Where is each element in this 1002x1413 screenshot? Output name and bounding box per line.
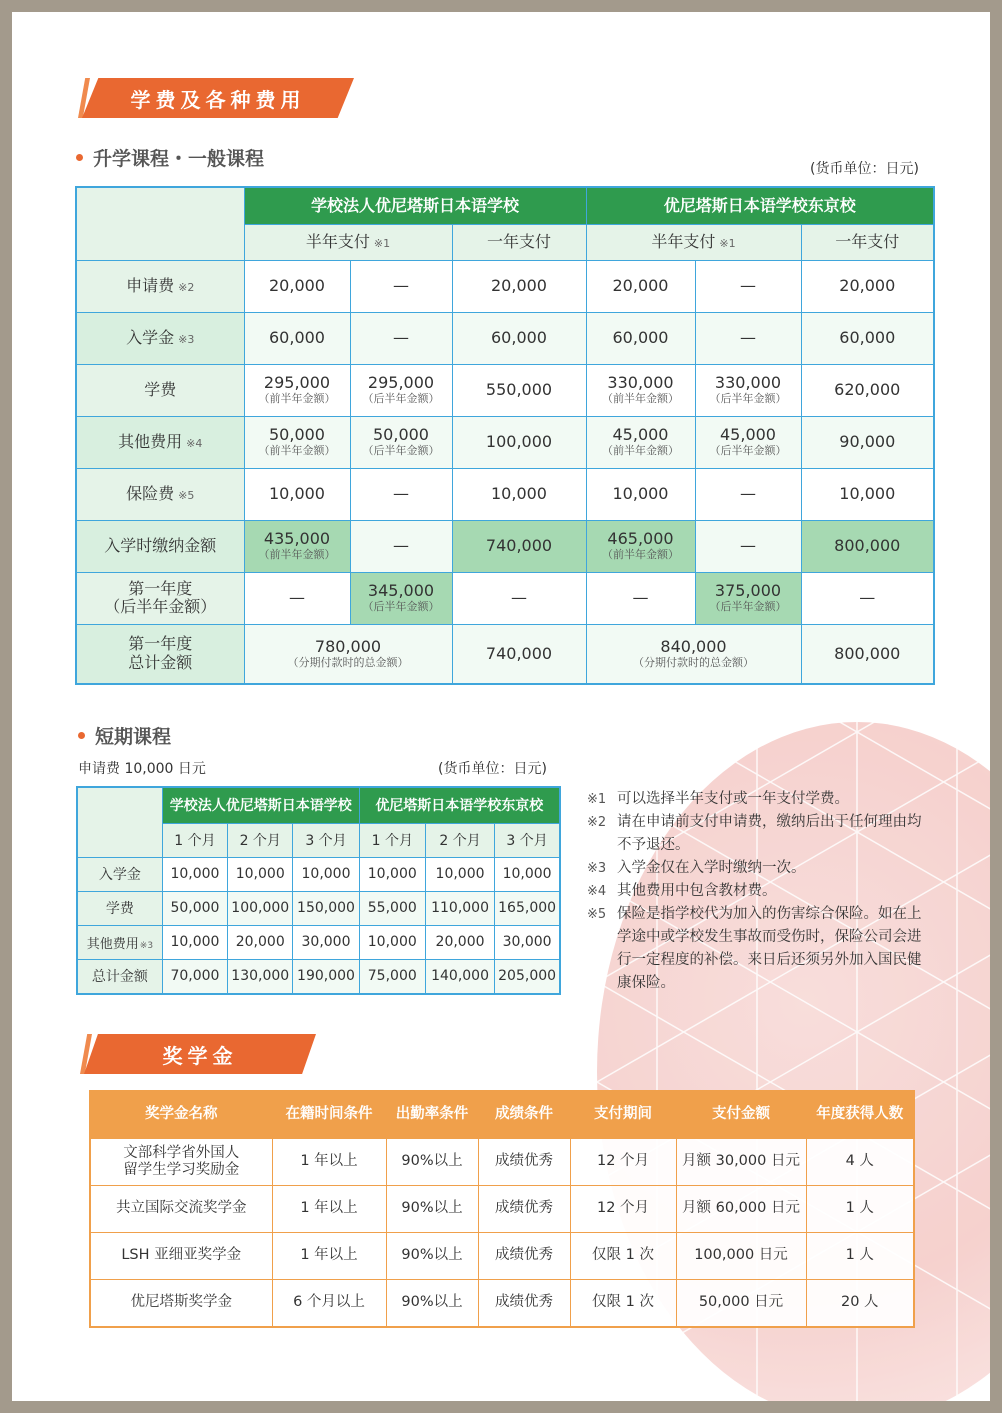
cell: 12 个月	[570, 1139, 676, 1186]
section-title: 奖学金	[162, 1043, 238, 1068]
table-row	[90, 1139, 914, 1186]
cell: 620,000	[801, 364, 934, 416]
column-header: 出勤率条件	[386, 1091, 478, 1139]
currency-unit: (货币单位：日元)	[810, 161, 919, 177]
cell: —	[801, 572, 934, 624]
bullet-dot	[78, 732, 85, 739]
half-pay-header: 半年支付 ※1	[586, 224, 801, 260]
row-label: 第一年度 总计金额	[76, 624, 244, 684]
cell: 60,000	[801, 312, 934, 364]
cell: 20 人	[806, 1280, 914, 1328]
cell: 140,000	[425, 959, 494, 994]
cell: 435,000 （前半年金额）	[244, 520, 350, 572]
cell: 1 年以上	[272, 1186, 386, 1233]
month-header: 1 个月	[359, 823, 425, 857]
cell: 100,000 日元	[676, 1233, 806, 1280]
cell: 60,000	[586, 312, 695, 364]
cell: 20,000	[801, 260, 934, 312]
cell: —	[695, 312, 801, 364]
cell: 1 人	[806, 1186, 914, 1233]
cell: 330,000 （前半年金额）	[586, 364, 695, 416]
cell: 仅限 1 次	[570, 1280, 676, 1328]
cell: 295,000 （后半年金额）	[350, 364, 452, 416]
row-label: 总计金额	[77, 959, 162, 994]
cell: 75,000	[359, 959, 425, 994]
row-label: 入学时缴纳金额	[76, 520, 244, 572]
cell: 优尼塔斯奖学金	[90, 1280, 272, 1328]
column-header: 支付期间	[570, 1091, 676, 1139]
scholarship-table	[89, 1090, 915, 1328]
row-label: 学费	[77, 891, 162, 925]
cell: 130,000	[228, 959, 293, 994]
cell: 共立国际交流奖学金	[90, 1186, 272, 1233]
cell: 90%以上	[386, 1280, 478, 1328]
cell: 10,000	[162, 925, 227, 959]
cell: 20,000	[425, 925, 494, 959]
fees-table	[75, 186, 935, 685]
cell: LSH 亚细亚奖学金	[90, 1233, 272, 1280]
cell: 20,000	[228, 925, 293, 959]
table-row	[90, 1186, 914, 1233]
table-row	[77, 959, 560, 994]
column-header: 支付金额	[676, 1091, 806, 1139]
cell: —	[350, 468, 452, 520]
subheading-short-course	[78, 722, 171, 749]
month-header: 1 个月	[162, 823, 227, 857]
table-row	[76, 572, 934, 624]
cell: 550,000	[452, 364, 586, 416]
cell: 成绩优秀	[478, 1139, 570, 1186]
cell: —	[695, 260, 801, 312]
cell: 10,000	[293, 857, 359, 891]
header-row	[90, 1091, 914, 1139]
table-row	[76, 468, 934, 520]
apply-fee-text: 申请费 10,000 日元	[78, 761, 206, 777]
cell: 165,000	[495, 891, 560, 925]
cell: 30,000	[293, 925, 359, 959]
school-a-header: 学校法人优尼塔斯日本语学校	[244, 187, 586, 224]
cell: —	[350, 260, 452, 312]
row-label: 第一年度 （后半年金额）	[76, 572, 244, 624]
month-header: 3 个月	[495, 823, 560, 857]
cell: —	[695, 520, 801, 572]
cell: 50,000 （前半年金额）	[244, 416, 350, 468]
cell: 20,000	[244, 260, 350, 312]
cell: 800,000	[801, 520, 934, 572]
month-header: 2 个月	[425, 823, 494, 857]
cell: 60,000	[452, 312, 586, 364]
cell: —	[695, 468, 801, 520]
cell: 20,000	[586, 260, 695, 312]
row-label: 其他费用 ※4	[76, 416, 244, 468]
cell: 50,000 日元	[676, 1280, 806, 1328]
cell: 月额 30,000 日元	[676, 1139, 806, 1186]
subheading-text: 短期课程	[95, 726, 172, 748]
footnote: ※2 请在申请前支付申请费，缴纳后出于任何理由均不予退还。	[587, 814, 922, 853]
cell: 6 个月以上	[272, 1280, 386, 1328]
cell: 205,000	[495, 959, 560, 994]
year-pay-header: 一年支付	[452, 224, 586, 260]
cell: 800,000	[801, 624, 934, 684]
subheading-text: 升学课程・一般课程	[93, 148, 265, 170]
cell: 110,000	[425, 891, 494, 925]
cell: 90%以上	[386, 1233, 478, 1280]
cell: 90%以上	[386, 1139, 478, 1186]
cell: 文部科学省外国人 留学生学习奖励金	[90, 1139, 272, 1186]
cell: 10,000	[495, 857, 560, 891]
table-row	[76, 416, 934, 468]
row-label: 保险费 ※5	[76, 468, 244, 520]
row-label: 其他费用※3	[77, 925, 162, 959]
cell: 295,000 （前半年金额）	[244, 364, 350, 416]
year-pay-header: 一年支付	[801, 224, 934, 260]
cell: 840,000 （分期付款时的总金额）	[586, 624, 801, 684]
cell: —	[244, 572, 350, 624]
cell: 100,000	[452, 416, 586, 468]
table-row	[77, 925, 560, 959]
table-row	[90, 1280, 914, 1328]
cell: 50,000 （后半年金额）	[350, 416, 452, 468]
column-header: 在籍时间条件	[272, 1091, 386, 1139]
cell: 4 人	[806, 1139, 914, 1186]
half-pay-header: 半年支付 ※1	[244, 224, 452, 260]
short-course-table	[76, 786, 561, 995]
corner-cell	[76, 187, 244, 260]
section-title: 学费及各种费用	[130, 87, 306, 112]
row-label: 申请费 ※2	[76, 260, 244, 312]
section-banner-scholarship	[84, 1034, 316, 1074]
cell: 10,000	[162, 857, 227, 891]
cell: 740,000	[452, 520, 586, 572]
cell: 45,000 （前半年金额）	[586, 416, 695, 468]
cell: 12 个月	[570, 1186, 676, 1233]
cell: —	[586, 572, 695, 624]
column-header: 奖学金名称	[90, 1091, 272, 1139]
section-banner-fees	[82, 78, 354, 118]
table-row	[90, 1233, 914, 1280]
cell: 10,000	[801, 468, 934, 520]
cell: 10,000	[359, 925, 425, 959]
bullet-dot	[76, 154, 83, 161]
footnote: ※3 入学金仅在入学时缴纳一次。	[587, 860, 806, 876]
school-a-header: 学校法人优尼塔斯日本语学校	[162, 787, 359, 823]
table-row	[76, 312, 934, 364]
cell: 90%以上	[386, 1186, 478, 1233]
month-header: 2 个月	[228, 823, 293, 857]
cell: 10,000	[244, 468, 350, 520]
footnote: ※5 保险是指学校代为加入的伤害综合保险。如在上学途中或学校发生事故而受伤时，保险公司会进行一定程度的补偿。来日后还须另外加入国民健康保险。	[587, 906, 922, 991]
currency-unit: (货币单位：日元)	[438, 761, 547, 777]
table-row	[76, 520, 934, 572]
cell: 465,000 （前半年金额）	[586, 520, 695, 572]
school-b-header: 优尼塔斯日本语学校东京校	[586, 187, 934, 224]
cell: 1 年以上	[272, 1139, 386, 1186]
cell: 30,000	[495, 925, 560, 959]
cell: 100,000	[228, 891, 293, 925]
table-row	[77, 891, 560, 925]
table-row	[76, 260, 934, 312]
month-header: 3 个月	[293, 823, 359, 857]
cell: 330,000 （后半年金额）	[695, 364, 801, 416]
row-label: 学费	[76, 364, 244, 416]
column-header: 成绩条件	[478, 1091, 570, 1139]
cell: —	[452, 572, 586, 624]
cell: 45,000 （后半年金额）	[695, 416, 801, 468]
cell: 60,000	[244, 312, 350, 364]
cell: 仅限 1 次	[570, 1233, 676, 1280]
page	[12, 12, 990, 1401]
cell: —	[350, 520, 452, 572]
footnotes	[587, 788, 932, 995]
row-label: 入学金 ※3	[76, 312, 244, 364]
corner-cell	[77, 787, 162, 857]
cell: 1 年以上	[272, 1233, 386, 1280]
cell: —	[350, 312, 452, 364]
cell: 190,000	[293, 959, 359, 994]
cell: 10,000	[228, 857, 293, 891]
school-b-header: 优尼塔斯日本语学校东京校	[359, 787, 560, 823]
cell: 成绩优秀	[478, 1186, 570, 1233]
cell: 375,000 （后半年金额）	[695, 572, 801, 624]
cell: 10,000	[425, 857, 494, 891]
cell: 150,000	[293, 891, 359, 925]
footnote: ※1 可以选择半年支付或一年支付学费。	[587, 791, 849, 807]
cell: 月额 60,000 日元	[676, 1186, 806, 1233]
cell: 1 人	[806, 1233, 914, 1280]
cell: 20,000	[452, 260, 586, 312]
cell: 50,000	[162, 891, 227, 925]
cell: 10,000	[452, 468, 586, 520]
table-row	[76, 624, 934, 684]
table-row	[76, 364, 934, 416]
cell: 780,000 （分期付款时的总金额）	[244, 624, 452, 684]
subheading-regular-course	[76, 144, 264, 171]
cell: 90,000	[801, 416, 934, 468]
table-row	[77, 857, 560, 891]
cell: 10,000	[586, 468, 695, 520]
cell: 70,000	[162, 959, 227, 994]
cell: 成绩优秀	[478, 1233, 570, 1280]
cell: 10,000	[359, 857, 425, 891]
column-header: 年度获得人数	[806, 1091, 914, 1139]
cell: 740,000	[452, 624, 586, 684]
cell: 成绩优秀	[478, 1280, 570, 1328]
cell: 345,000 （后半年金额）	[350, 572, 452, 624]
footnote: ※4 其他费用中包含教材费。	[587, 883, 777, 899]
cell: 55,000	[359, 891, 425, 925]
row-label: 入学金	[77, 857, 162, 891]
